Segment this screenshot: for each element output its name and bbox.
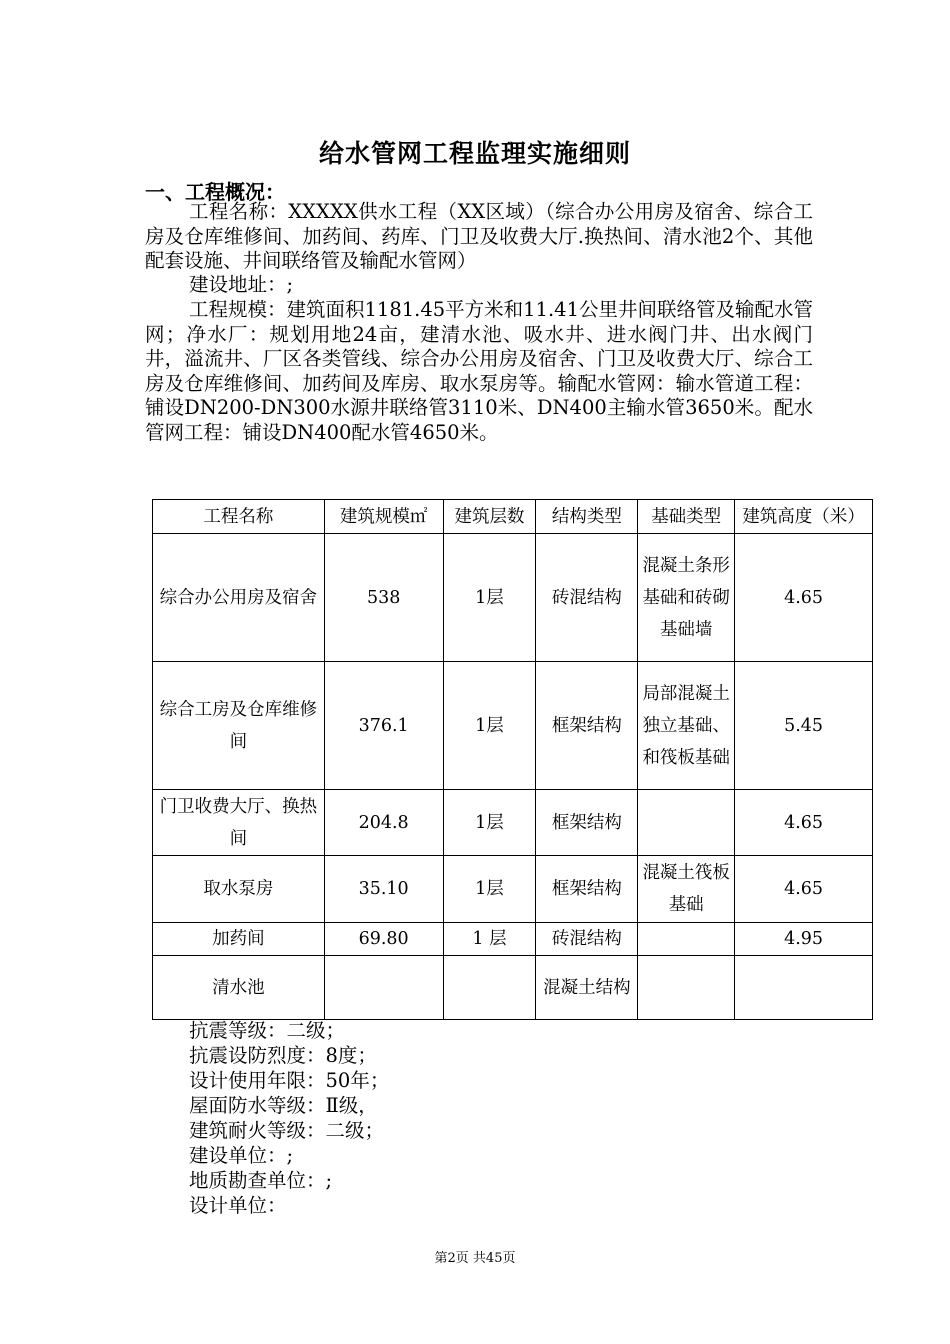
table-cell: 376.1 [324,662,443,790]
header-cell: 建筑高度（米） [735,500,873,534]
table-cell: 1层 [443,856,536,923]
seismic-intensity-line: 抗震设防烈度：8度； [189,1044,377,1067]
table-cell: 1层 [443,662,536,790]
table-cell: 局部混凝土独立基础、和筏板基础 [638,662,735,790]
design-life-line: 设计使用年限：50年； [189,1069,390,1092]
table-cell: 门卫收费大厅、换热间 [153,790,325,856]
roof-waterproof-line: 屋面防水等级：Ⅱ级， [189,1094,378,1117]
header-cell: 基础类型 [638,500,735,534]
document-title: 给水管网工程监理实施细则 [318,139,631,168]
table-cell: 4.65 [735,856,873,923]
table-cell: 混凝土筏板基础 [638,856,735,923]
table-cell: 1层 [443,790,536,856]
table-row [153,956,873,1020]
header-cell: 结构类型 [536,500,638,534]
table-cell: 1层 [443,534,536,662]
table-cell: 混凝土结构 [536,956,638,1020]
table-cell [638,956,735,1020]
table-cell: 69.80 [324,923,443,956]
table-cell: 砖混结构 [536,534,638,662]
table-cell: 框架结构 [536,856,638,923]
table-cell [638,923,735,956]
table-row [153,856,873,923]
project-details [189,1018,389,1218]
construction-address-paragraph: 建设地址：; [189,273,294,296]
table-row [153,662,873,790]
table-cell [324,956,443,1020]
project-name-paragraph: 工程名称：XXXXX供水工程（XX区域）（综合办公用房及宿舍、综合工房及仓库维修间、加药间、药库、门卫及收费大厅.换热间、清水池2个、其他配套设施、井间联络管及输配水管网） [145,200,813,272]
header-cell: 建筑层数 [443,500,536,534]
table-cell: 综合工房及仓库维修间 [153,662,325,790]
table-cell: 4.65 [735,534,873,662]
table-row [153,923,873,956]
table-cell [638,790,735,856]
section-heading: 一、工程概况： [145,180,285,204]
table-cell: 4.65 [735,790,873,856]
table-cell: 框架结构 [536,790,638,856]
table-cell: 5.45 [735,662,873,790]
table-cell: 204.8 [324,790,443,856]
table-cell: 框架结构 [536,662,638,790]
table-row [153,534,873,662]
survey-unit-line: 地质勘查单位：; [189,1169,333,1192]
table-row [153,790,873,856]
construction-unit-line: 建设单位：; [189,1144,294,1167]
table-cell: 砖混结构 [536,923,638,956]
table-header-row [153,500,873,534]
project-scale-paragraph: 工程规模：建筑面积1181.45平方米和11.41公里井间联络管及输配水管网；净水厂：规划用地24亩，建清水池、吸水井、进水阀门井、出水阀门井，溢流井、厂区各类管线、综合办公用房及宿舍、门卫及收费大厅、综合工房及仓库维修间、加药间及库房、取水泵房等。输配水管网：输水管道工程：铺设DN200-DN300水源井联络管3110米、DN400主输水管3650米。配水管网工程：铺设DN400配水管4650米。 [145,298,813,444]
table-cell: 取水泵房 [153,856,325,923]
table-cell: 35.10 [324,856,443,923]
table-cell [443,956,536,1020]
table-cell: 清水池 [153,956,325,1020]
table-cell: 538 [324,534,443,662]
table-cell: 综合办公用房及宿舍 [153,534,325,662]
design-unit-line: 设计单位： [189,1194,287,1217]
header-cell: 工程名称 [153,500,325,534]
header-cell: 建筑规模㎡ [324,500,443,534]
table-cell: 1 层 [443,923,536,956]
table-cell: 加药间 [153,923,325,956]
table-cell: 混凝土条形基础和砖砌基础墙 [638,534,735,662]
building-table [152,499,873,1020]
page-footer: 第2页 共45页 [434,1251,516,1266]
fire-resistance-line: 建筑耐火等级：二级； [189,1119,385,1142]
table-cell [735,956,873,1020]
table-cell: 4.95 [735,923,873,956]
seismic-grade-line: 抗震等级：二级； [189,1019,346,1042]
